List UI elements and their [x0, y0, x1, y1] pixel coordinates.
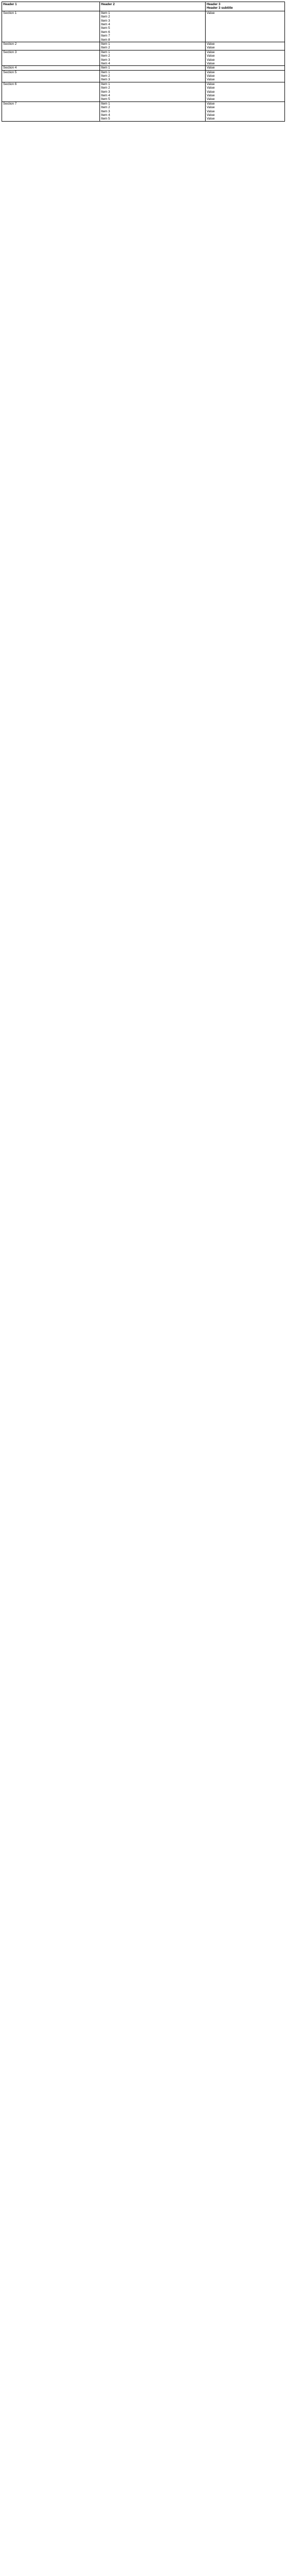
cell-terms-line: Item 4 [101, 94, 110, 98]
cell-terms [100, 82, 206, 101]
table-row [2, 82, 285, 101]
cell-frequency-line: Value [207, 94, 215, 98]
cell-terms-line: Item 3 [101, 58, 110, 62]
cell-frequency-line: Value [207, 78, 215, 82]
cell-terms-line: Item 4 [101, 22, 110, 26]
cell-frequency [206, 11, 285, 42]
cell-system [2, 50, 100, 66]
cell-system [2, 11, 100, 42]
table-body [2, 11, 285, 121]
cell-frequency [206, 70, 285, 82]
cell-frequency-line [207, 26, 283, 30]
document [2, 2, 284, 122]
cell-system [2, 66, 100, 70]
cell-frequency-line [207, 19, 283, 23]
cell-frequency-line: Value [207, 42, 215, 46]
cell-terms-line: Item 1 [101, 50, 110, 54]
cell-frequency-line: Value [207, 74, 215, 78]
cell-frequency-line: Value [207, 86, 215, 90]
table-row [2, 42, 285, 50]
cell-frequency-line: Value [207, 97, 215, 101]
cell-terms-line: Item 7 [101, 34, 110, 38]
cell-terms [100, 101, 206, 121]
cell-system-line: Section 7 [3, 101, 17, 106]
cell-terms-line: Item 5 [101, 117, 110, 121]
cell-system-line: Section 4 [3, 66, 17, 70]
cell-system-line: Section 5 [3, 70, 17, 74]
cell-terms-line: Item 2 [101, 15, 110, 19]
cell-frequency-line: Value [207, 46, 215, 50]
cell-system-line: Section 1 [3, 11, 17, 15]
cell-frequency-line [207, 38, 283, 42]
cell-frequency-line: Value [207, 101, 215, 106]
header-frequency-sub: Header 3 subtitle [207, 6, 233, 10]
cell-frequency-line: Value [207, 61, 215, 65]
cell-frequency-line: Value [207, 113, 215, 117]
cell-terms [100, 66, 206, 70]
cell-frequency-line: Value [207, 54, 215, 58]
cell-frequency-line: Value [207, 82, 215, 86]
cell-terms [100, 11, 206, 42]
cell-terms-line: Item 1 [101, 82, 110, 86]
cell-frequency-line [207, 15, 283, 19]
cell-terms-line: Item 5 [101, 26, 110, 30]
cell-frequency [206, 50, 285, 66]
header-frequency-label: Header 3 [207, 3, 221, 6]
cell-frequency-line: Value [207, 58, 215, 62]
cell-terms-line: Item 2 [101, 74, 110, 78]
cell-system [2, 42, 100, 50]
cell-frequency-line: Value [207, 109, 215, 113]
table-row [2, 11, 285, 42]
cell-frequency-line [207, 23, 283, 26]
table-row [2, 70, 285, 82]
cell-frequency-line: Value [207, 11, 215, 15]
cell-frequency-line: Value [207, 106, 215, 110]
table-header-row [2, 2, 285, 11]
table-row [2, 50, 285, 66]
cell-system-line: Section 2 [3, 42, 17, 46]
cell-frequency [206, 82, 285, 101]
cell-terms-line: Item 1 [101, 66, 110, 70]
cell-terms-line: Item 2 [101, 46, 110, 50]
cell-system [2, 82, 100, 101]
cell-terms-line: Item 2 [101, 106, 110, 110]
table-row [2, 66, 285, 70]
cell-terms-line: Item 3 [101, 19, 110, 23]
cell-terms-line: Item 4 [101, 61, 110, 65]
cell-terms-line: Item 2 [101, 86, 110, 90]
header-frequency [206, 2, 285, 11]
header-system: Header 1 [2, 2, 100, 11]
cell-terms-line: Item 4 [101, 113, 110, 117]
cell-system-line: Section 6 [3, 82, 17, 86]
cell-terms-line: Item 5 [101, 97, 110, 101]
cell-frequency-line: Value [207, 117, 215, 121]
cell-terms-line: Item 1 [101, 42, 110, 46]
cell-terms-line: Item 3 [101, 90, 110, 94]
cell-frequency-line [207, 34, 283, 38]
cell-frequency [206, 101, 285, 121]
cell-frequency-line: Value [207, 90, 215, 94]
cell-system [2, 70, 100, 82]
cell-terms-line: Item 3 [101, 78, 110, 82]
cell-frequency-line [207, 30, 283, 34]
cell-terms-line: Item 1 [101, 70, 110, 74]
cell-terms-line: Item 2 [101, 54, 110, 58]
cell-terms-line: Item 8 [101, 38, 110, 42]
cell-system-line: Section 3 [3, 50, 17, 54]
cell-frequency [206, 66, 285, 70]
adverse-reactions-table [2, 2, 285, 122]
cell-terms-line: Item 3 [101, 109, 110, 113]
cell-terms [100, 42, 206, 50]
cell-terms-line: Item 6 [101, 30, 110, 34]
table-row [2, 101, 285, 121]
cell-frequency-line: Value [207, 50, 215, 54]
cell-frequency [206, 42, 285, 50]
header-term: Header 2 [100, 2, 206, 11]
cell-terms-line: Item 1 [101, 101, 110, 106]
cell-system [2, 101, 100, 121]
cell-frequency-line: Value [207, 70, 215, 74]
cell-terms-line: Item 1 [101, 11, 110, 15]
cell-terms [100, 50, 206, 66]
cell-terms [100, 70, 206, 82]
cell-frequency-line: Value [207, 66, 215, 70]
